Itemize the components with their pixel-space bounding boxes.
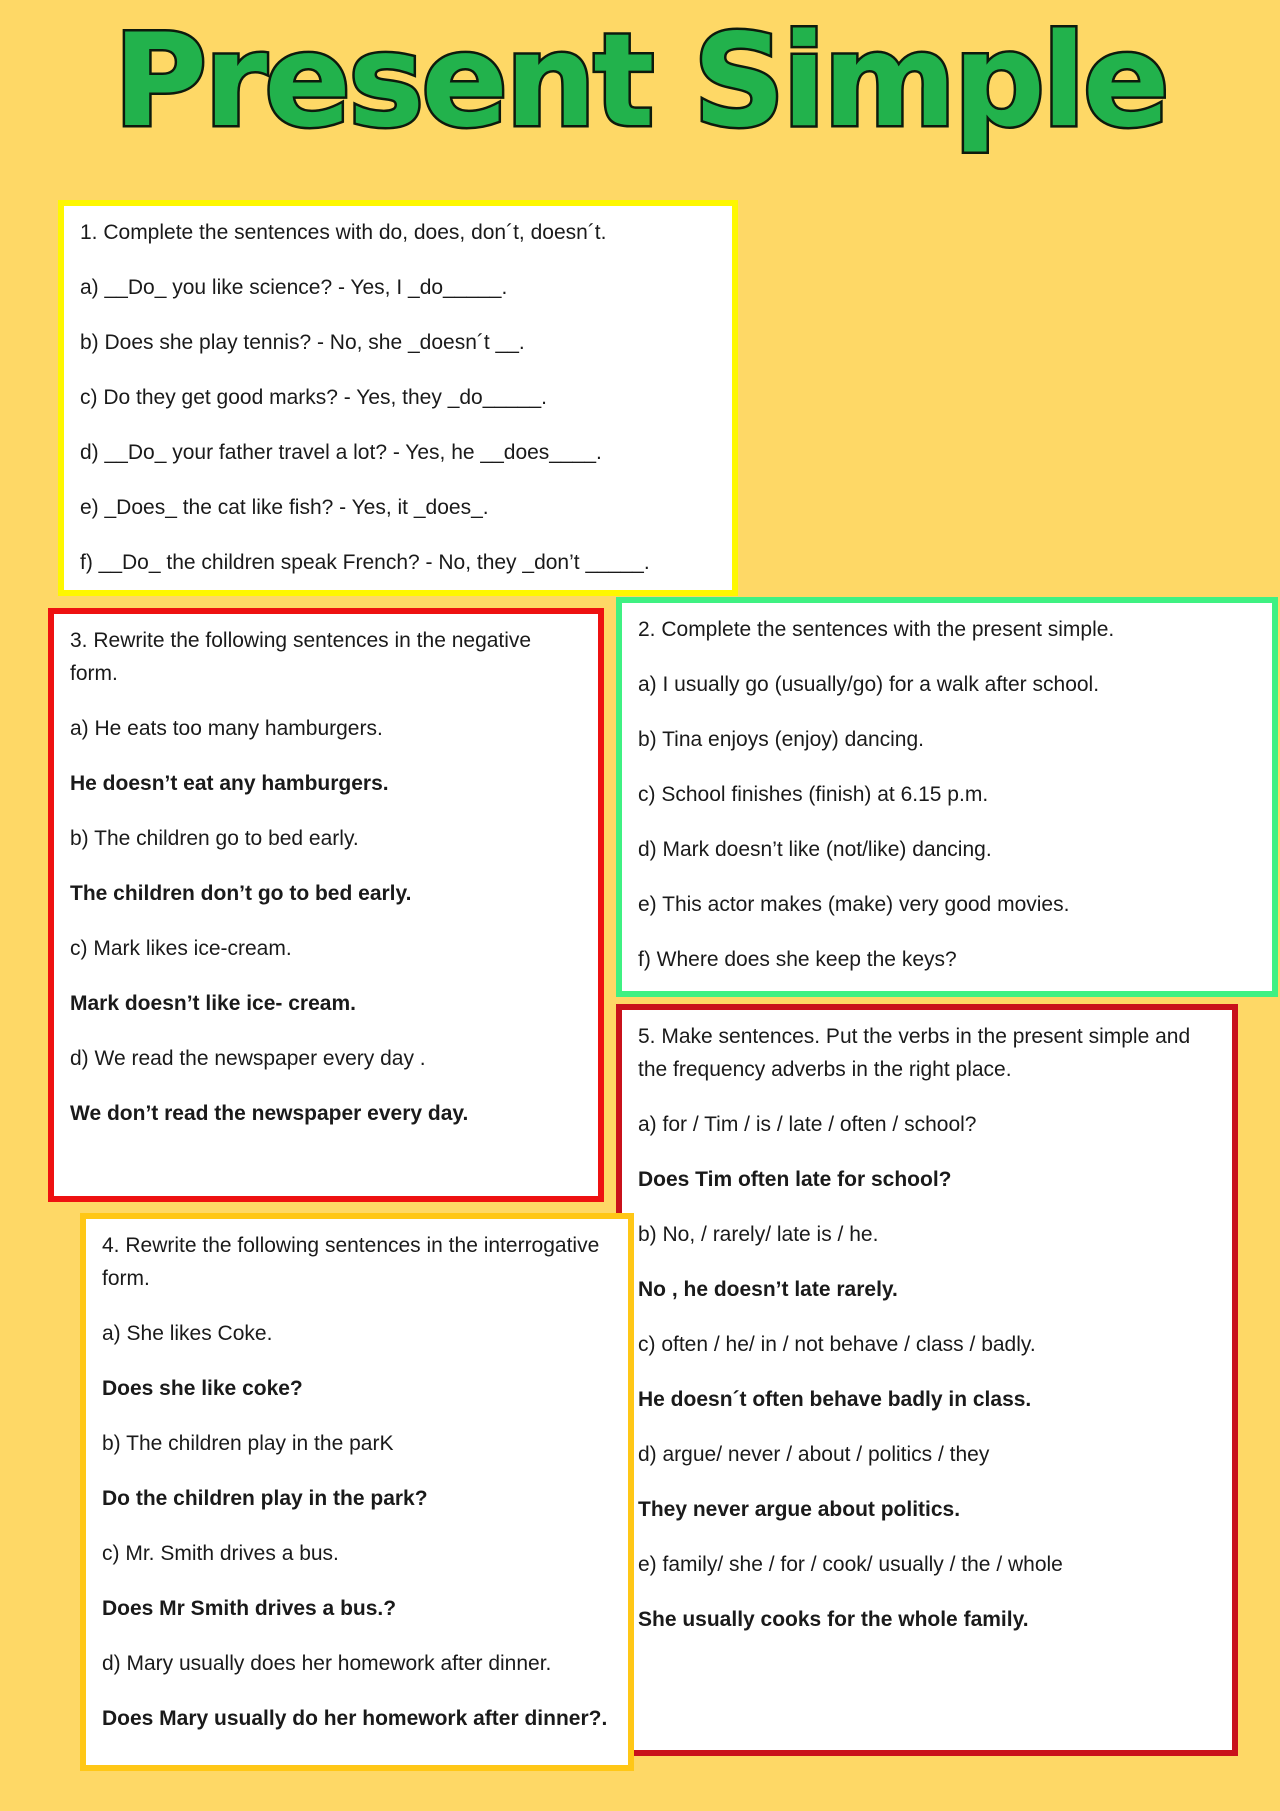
exercise-5-question: b) No, / rarely/ late is / he. [638, 1223, 879, 1246]
exercise-3-question: c) Mark likes ice-cream. [70, 937, 292, 960]
page-title: Present Simple [113, 7, 1167, 156]
exercise-5-question: c) often / he/ in / not behave / class / badly. [638, 1333, 1036, 1356]
exercise-3-question: a) He eats too many hamburgers. [70, 717, 383, 740]
exercise-3-answer: The children don’t go to bed early. [70, 882, 412, 905]
exercise-2-box [616, 597, 1278, 997]
exercise-3-box [48, 608, 604, 1202]
exercise-3-answer: Mark doesn’t like ice- cream. [70, 992, 356, 1015]
exercise-2-item: c) School finishes (finish) at 6.15 p.m. [638, 783, 989, 806]
exercise-4-question: c) Mr. Smith drives a bus. [102, 1542, 339, 1565]
exercise-4-answer: Does Mr Smith drives a bus.? [102, 1597, 397, 1620]
exercise-2-item: f) Where does she keep the keys? [638, 948, 957, 971]
exercise-5-answer: Does Tim often late for school? [638, 1168, 952, 1191]
exercise-3-question: d) We read the newspaper every day . [70, 1047, 426, 1070]
exercise-3-heading: 3. Rewrite the following sentences in the negative form. [70, 629, 532, 685]
exercise-1-item: f) __Do_ the children speak French? - No, they _don’t _____. [80, 551, 650, 574]
exercise-1-item: d) __Do_ your father travel a lot? - Yes, he __does____. [80, 441, 602, 464]
exercise-4-answer: Do the children play in the park? [102, 1487, 428, 1510]
exercise-5-answer: No , he doesn’t late rarely. [638, 1278, 898, 1301]
exercise-4-answer: Does Mary usually do her homework after dinner?. [102, 1707, 608, 1730]
exercise-5-question: d) argue/ never / about / politics / they [638, 1443, 990, 1466]
exercise-3-question: b) The children go to bed early. [70, 827, 359, 850]
exercise-3-answer: He doesn’t eat any hamburgers. [70, 772, 389, 795]
exercise-5-answer: He doesn´t often behave badly in class. [638, 1388, 1032, 1411]
exercise-1-box [58, 200, 738, 596]
exercise-4-question: b) The children play in the parK [102, 1432, 394, 1455]
exercise-1-item: a) __Do_ you like science? - Yes, I _do_____. [80, 276, 508, 299]
exercise-1-item: c) Do they get good marks? - Yes, they _do_____. [80, 386, 547, 409]
exercise-2-item: d) Mark doesn’t like (not/like) dancing. [638, 838, 992, 861]
exercise-4-heading: 4. Rewrite the following sentences in the interrogative form. [102, 1234, 600, 1290]
exercise-5-answer: They never argue about politics. [638, 1498, 961, 1521]
exercise-5-box [616, 1004, 1238, 1756]
exercise-4-question: d) Mary usually does her homework after dinner. [102, 1652, 552, 1675]
exercise-3-answer: We don’t read the newspaper every day. [70, 1102, 469, 1125]
exercise-5-answer: She usually cooks for the whole family. [638, 1608, 1029, 1631]
exercise-5-heading: 5. Make sentences. Put the verbs in the present simple and the frequency adverbs in the right place. [638, 1025, 1191, 1081]
exercise-5-question: e) family/ she / for / cook/ usually / the / whole [638, 1553, 1063, 1576]
exercise-4-box [80, 1213, 634, 1771]
exercise-5-question: a) for / Tim / is / late / often / school? [638, 1113, 977, 1136]
exercise-2-item: b) Tina enjoys (enjoy) dancing. [638, 728, 924, 751]
exercise-2-heading: 2. Complete the sentences with the present simple. [638, 618, 1115, 641]
exercise-2-item: a) I usually go (usually/go) for a walk after school. [638, 673, 1100, 696]
exercise-1-heading: 1. Complete the sentences with do, does, don´t, doesn´t. [80, 221, 607, 244]
exercise-4-answer: Does she like coke? [102, 1377, 303, 1400]
exercise-1-item: b) Does she play tennis? - No, she _doesn´t __. [80, 331, 525, 354]
exercise-1-item: e) _Does_ the cat like fish? - Yes, it _does_. [80, 496, 489, 519]
exercise-4-question: a) She likes Coke. [102, 1322, 273, 1345]
exercise-2-item: e) This actor makes (make) very good movies. [638, 893, 1070, 916]
